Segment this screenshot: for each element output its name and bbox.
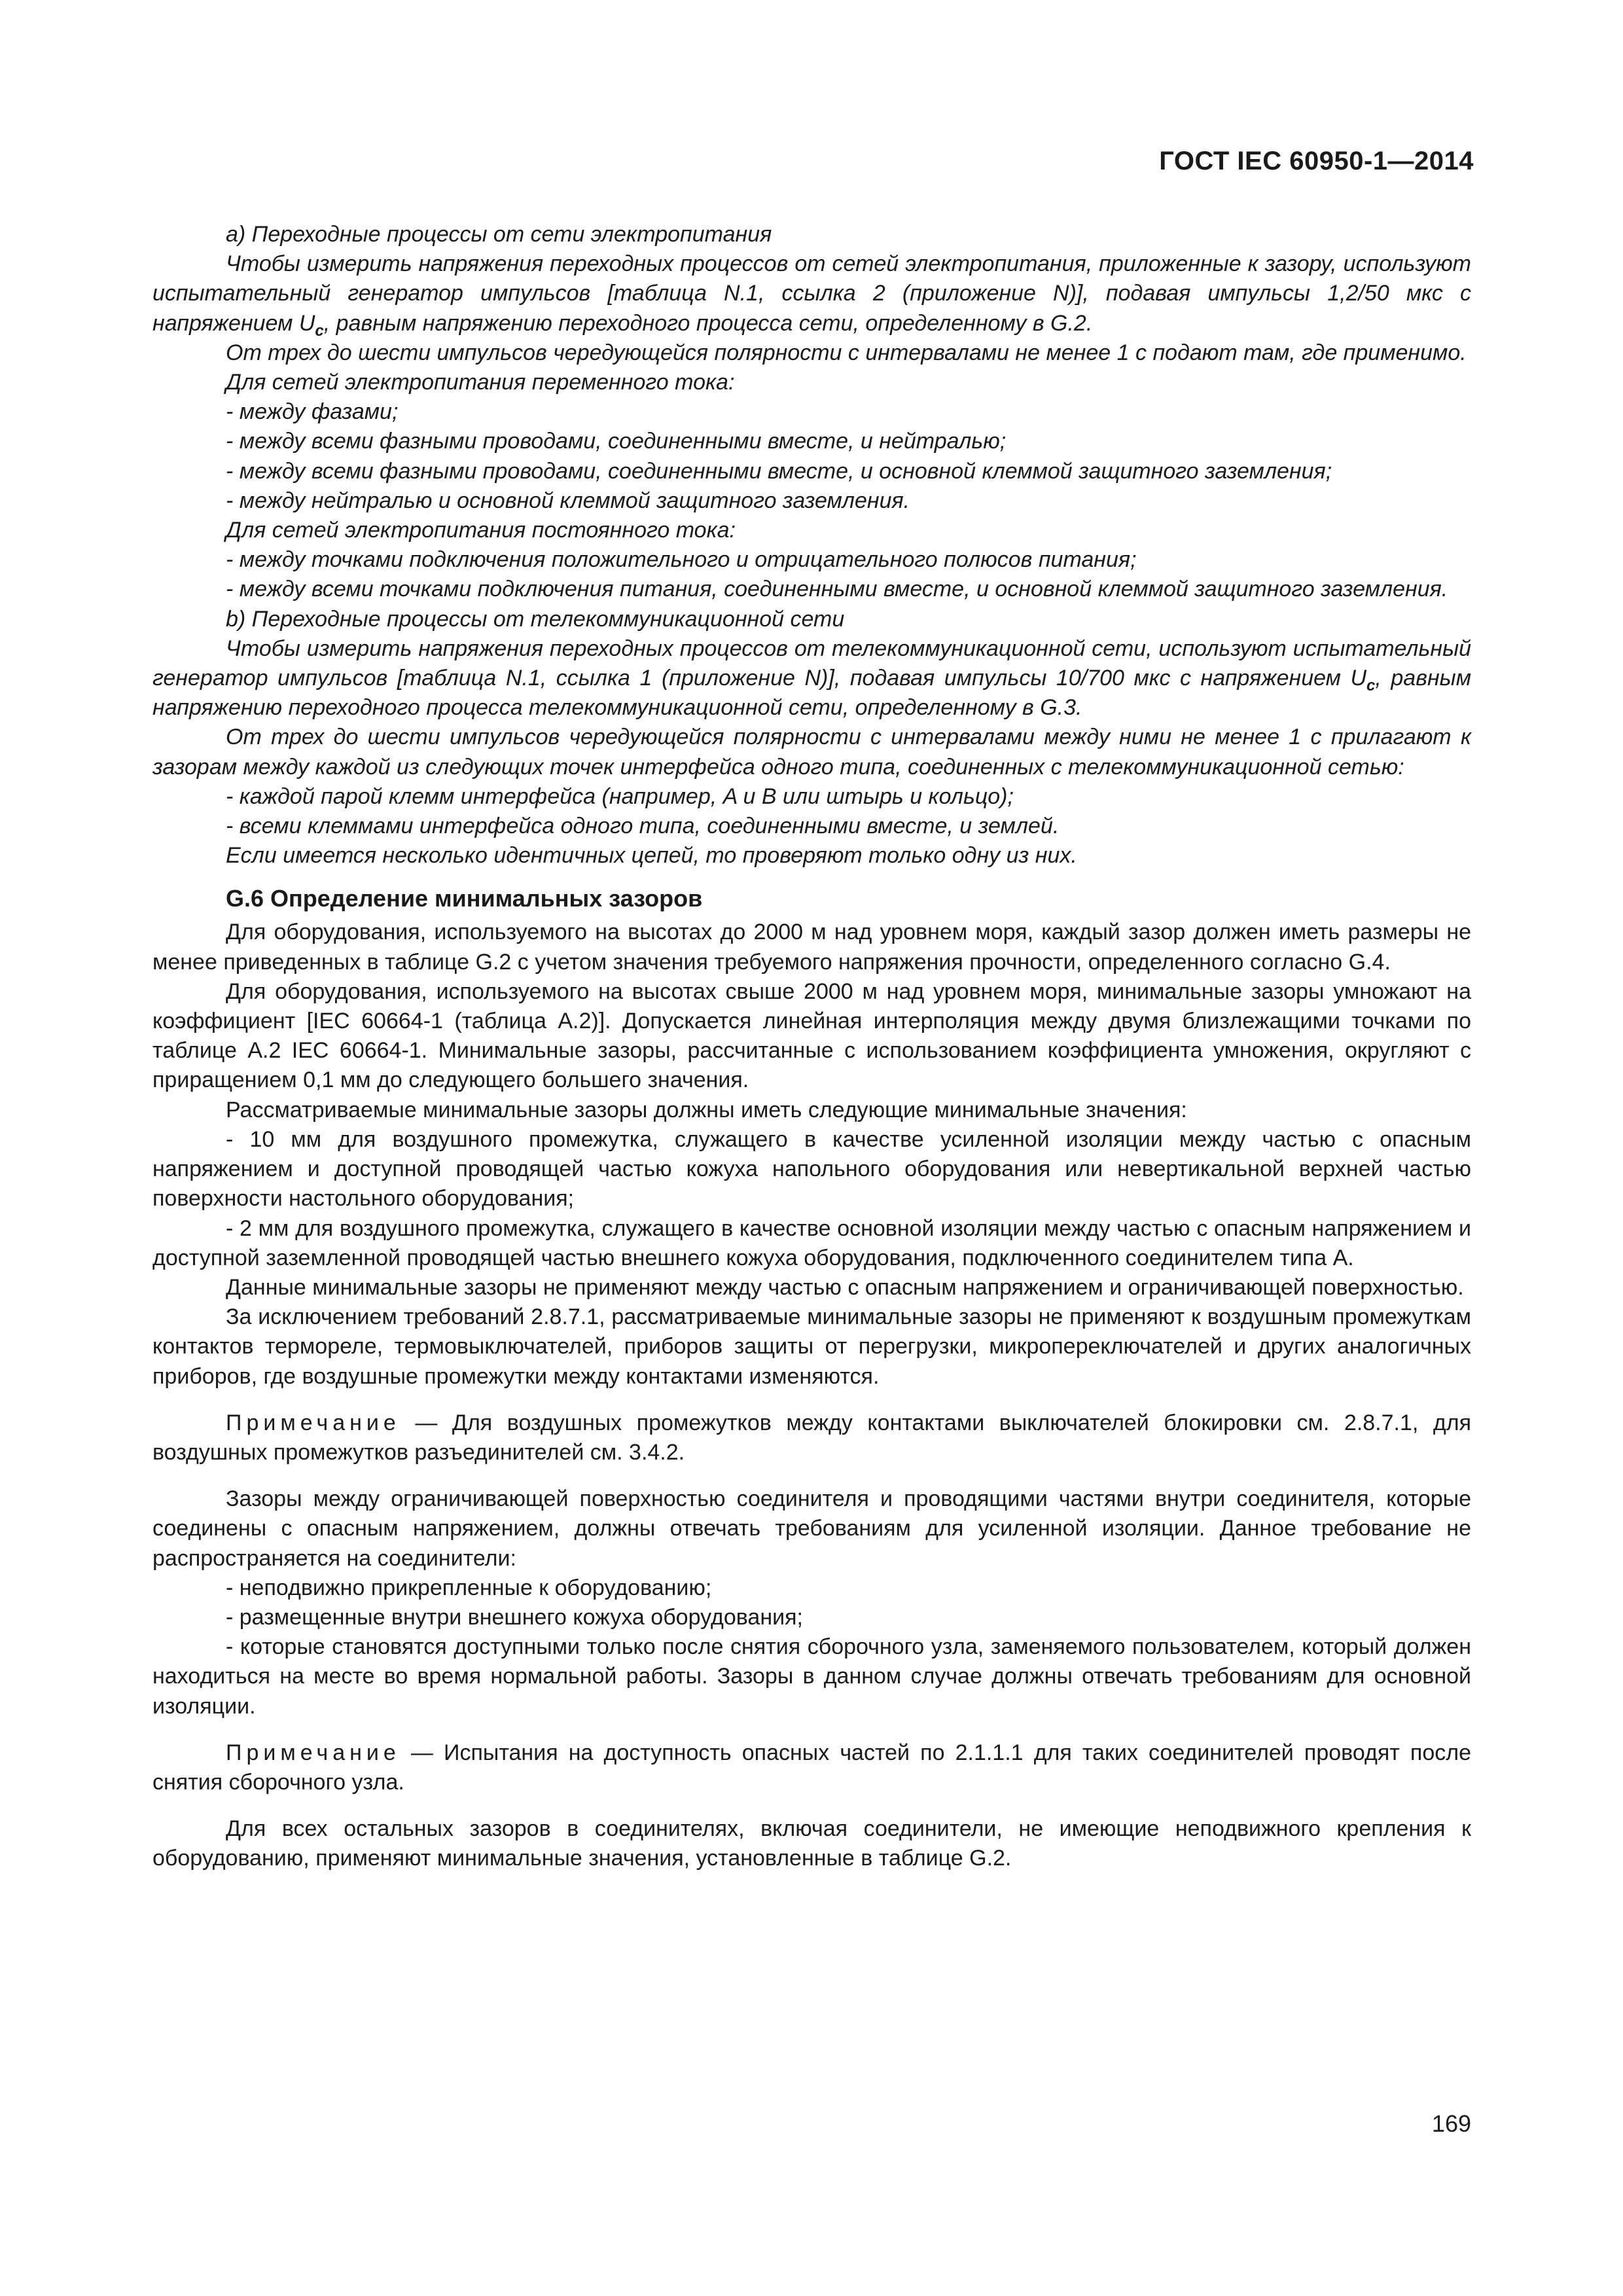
g6-paragraph-4: Данные минимальные зазоры не применяют между частью с опасным напряжением и ограничивающей поверхностью. [226, 1274, 1464, 1300]
section-b-paragraph-2: От трех до шести импульсов чередующейся полярности с интервалами между ними не менее 1 с прилагают к зазорам между каждой из следующих точек интерфейса одного типа, соединенных с телекоммуникационной сетью: [152, 725, 1471, 780]
page-number: 169 [1431, 2110, 1471, 2137]
list-item: - между нейтралью и основной клеммой защитного заземления. [226, 488, 910, 513]
section-b-closing: Если имеется несколько идентичных цепей, то проверяют только одну из них. [226, 843, 1077, 869]
section-b-paragraph-1: Чтобы измерить напряжения переходных процессов от телекоммуникационной сети, используют испытательный генератор импульсов [таблица N.1, ссылка 1 (приложение N)], подавая импульсы 10/700 мкс с напряжением $U_c$, равным напряжению переходного процесса телекоммуникационной сети, определенному в G.3. [152, 636, 1472, 721]
list-item: - 2 мм для воздушного промежутка, служащего в качестве основной изоляции между частью с опасным напряжением и доступной заземленной проводящей частью внешнего кожуха оборудования, подключенного соединителем типа A. [152, 1215, 1471, 1270]
list-item: - между точками подключения положительного и отрицательного полюсов питания; [226, 547, 1137, 573]
list-item: - между всеми фазными проводами, соединенными вместе, и основной клеммой защитного заземления; [226, 458, 1332, 484]
section-a-paragraph-2: От трех до шести импульсов чередующейся полярности с интервалами не менее 1 с подают там, где применимо. [226, 340, 1467, 365]
document-header: ГОСТ IEC 60950-1—2014 [1159, 147, 1474, 175]
g6-paragraph-1: Для оборудования, используемого на высотах до 2000 м над уровнем моря, каждый зазор должен иметь размеры не менее приведенных в таблице G.2 с учетом значения требуемого напряжения прочности, определенного согласно G.4. [152, 920, 1471, 975]
list-item: - всеми клеммами интерфейса одного типа, соединенными вместе, и землей. [226, 814, 1060, 839]
g6-paragraph-6: Зазоры между ограничивающей поверхностью соединителя и проводящими частями внутри соединителя, которые соединены с опасным напряжением, должны отвечать требованиям для усиленной изоляции. Данное требование не распространяется на соединители: [152, 1486, 1471, 1571]
ac-intro: Для сетей электропитания переменного тока: [226, 370, 735, 395]
list-item: - размещенные внутри внешнего кожуха оборудования; [226, 1604, 803, 1630]
note-2: Примечание — Испытания на доступность опасных частей по 2.1.1.1 для таких соединителей проводят после снятия сборочного узла. [152, 1740, 1471, 1795]
section-g6-heading: G.6 Определение минимальных зазоров [226, 885, 703, 912]
list-item: - 10 мм для воздушного промежутка, служащего в качестве усиленной изоляции между частью с опасным напряжением и доступной проводящей частью кожуха напольного оборудования или невертикальной верхней частью поверхности настольного оборудования; [152, 1126, 1471, 1211]
list-item: - между фазами; [226, 399, 399, 425]
note-1: Примечание — Для воздушных промежутков между контактами выключателей блокировки см. 2.8.7.1, для воздушных промежутков разъединителей см. 3.4.2. [152, 1410, 1471, 1465]
g6-paragraph-7: Для всех остальных зазоров в соединителях, включая соединители, не имеющие неподвижного крепления к оборудованию, применяют минимальные значения, установленные в таблице G.2. [152, 1816, 1471, 1871]
dc-intro: Для сетей электропитания постоянного тока: [226, 518, 736, 543]
list-item: - между всеми фазными проводами, соединенными вместе, и нейтралью; [226, 429, 1007, 454]
section-b-title: b) Переходные процессы от телекоммуникационной сети [226, 606, 845, 632]
list-item: - которые становятся доступными только после снятия сборочного узла, заменяемого пользователем, который должен находиться на месте во время нормальной работы. Зазоры в данном случае должны отвечать требованиям для основной изоляции. [152, 1634, 1471, 1719]
g6-paragraph-3: Рассматриваемые минимальные зазоры должны иметь следующие минимальные значения: [226, 1097, 1187, 1122]
document-body [152, 220, 1471, 1874]
g6-paragraph-2: Для оборудования, используемого на высотах свыше 2000 м над уровнем моря, минимальные зазоры умножают на коэффициент [IEC 60664-1 (таблица A.2)]. Допускается линейная интерполяция между двумя близлежащими точками по таблице A.2 IEC 60664-1. Минимальные зазоры, рассчитанные с использованием коэффициента умножения, округляют с приращением 0,1 мм до следующего большего значения. [152, 978, 1471, 1093]
list-item: - неподвижно прикрепленные к оборудованию; [226, 1575, 712, 1600]
list-item: - между всеми точками подключения питания, соединенными вместе, и основной клеммой защитного заземления. [226, 577, 1448, 602]
note-label: Примечание [226, 1740, 401, 1765]
list-item: - каждой парой клемм интерфейса (например, A и B или штырь и кольцо); [226, 783, 1014, 809]
section-a-paragraph-1: Чтобы измерить напряжения переходных процессов от сетей электропитания, приложенные к зазору, используют испытательный генератор импульсов [таблица N.1, ссылка 2 (приложение N)], подавая импульсы 1,2/50 мкс с напряжением $U_c$, равным напряжению переходного процесса сети, определенному в G.2. [152, 251, 1471, 340]
g6-paragraph-5: За исключением требований 2.8.7.1, рассматриваемые минимальные зазоры не применяют к воздушным промежуткам контактов термореле, термовыключателей, приборов защиты от перегрузки, микропереключателей и других аналогичных приборов, где воздушные промежутки между контактами изменяются. [152, 1304, 1471, 1389]
note-label: Примечание [226, 1410, 401, 1435]
section-a-title: a) Переходные процессы от сети электропитания [226, 222, 772, 247]
